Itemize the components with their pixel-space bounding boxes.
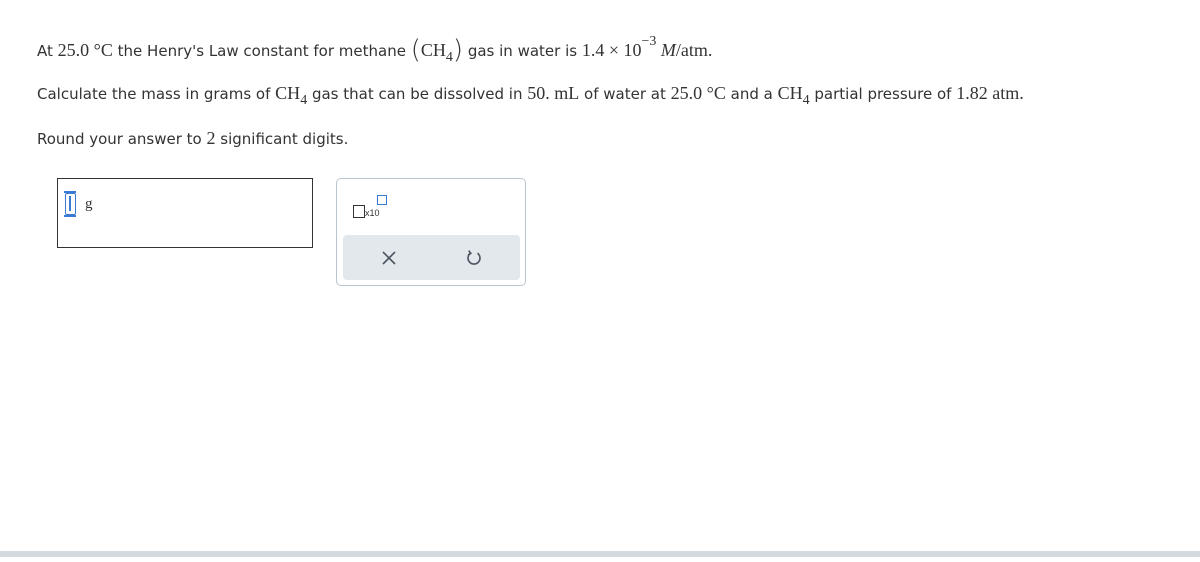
text: At [37,42,53,60]
undo-icon [465,249,483,267]
close-icon [382,251,396,265]
scientific-notation-button[interactable] [353,193,393,223]
tool-panel [336,178,526,286]
exponent-box-icon [377,195,387,205]
answer-unit: g [85,196,93,212]
text: Calculate the mass in grams of [37,85,271,103]
temperature: 25.0 °C [670,83,726,103]
formula: $CH_4$ [275,83,308,108]
volume: 50. mL [527,83,580,103]
footer-bar [0,551,1200,557]
cursor-placeholder-icon [65,193,76,215]
question-line-1 [37,33,712,63]
temperature: 25.0 °C [57,40,113,60]
base-box-icon [353,205,365,218]
button-row [343,235,520,280]
text: gas in water is [467,42,578,60]
close-paren: ) [452,35,464,65]
formula: $CH_4$ [420,40,453,65]
answer-input[interactable] [57,178,313,248]
text: of water at [584,85,666,103]
digits: 2 [206,128,216,148]
question-line-3 [37,128,348,149]
text: Round your answer to [37,130,202,148]
pressure: 1.82 atm. [956,83,1024,103]
henry-constant: $1.4 \times 10^{-3}$ M/atm. [581,34,713,60]
sci-label: x10 [365,208,380,218]
clear-button[interactable] [375,245,403,271]
undo-button[interactable] [460,245,488,271]
text: significant digits. [220,130,349,148]
text: and a [730,85,773,103]
text: the Henry's Law constant for methane [117,42,406,60]
open-paren: ( [410,35,421,65]
text: partial pressure of [814,85,952,103]
formula: $CH_4$ [777,83,810,108]
text: gas that can be dissolved in [311,85,523,103]
question-line-2 [37,83,1024,108]
